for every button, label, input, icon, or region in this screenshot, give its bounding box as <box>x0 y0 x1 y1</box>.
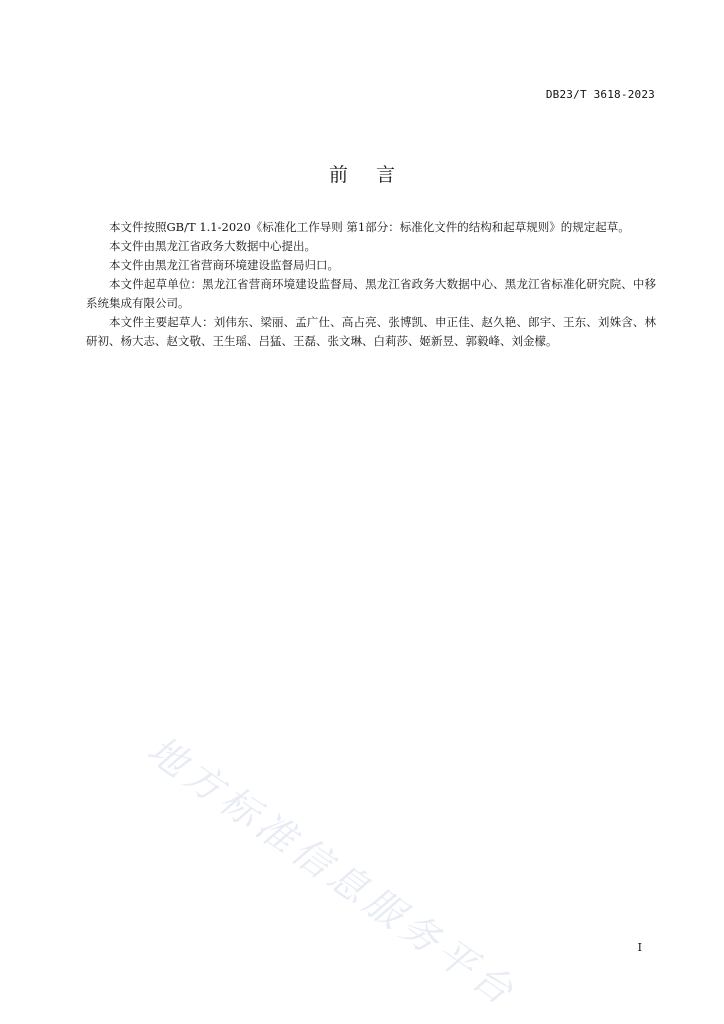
watermark: 地方标准信息服务平台 <box>139 727 526 1016</box>
paragraph-drafting-rules: 本文件按照GB/T 1.1-2020《标准化工作导则 第1部分：标准化文件的结构和起草规则》的规定起草。 <box>109 220 630 234</box>
paragraph-main-drafters: 本文件主要起草人：刘伟东、梁丽、孟广仕、高占亮、张博凯、申正佳、赵久艳、郎宇、王东、刘姝含、林研初、杨大志、赵文敬、王生瑶、吕猛、王磊、张文琳、白莉莎、姬新昱、郭毅峰、刘金檬。 <box>86 315 656 348</box>
paragraph-drafting-units: 本文件起草单位：黑龙江省营商环境建设监督局、黑龙江省政务大数据中心、黑龙江省标准化研究院、中移系统集成有限公司。 <box>86 277 656 310</box>
paragraph-administrator: 本文件由黑龙江省营商环境建设监督局归口。 <box>109 258 339 272</box>
page-number: I <box>637 941 642 954</box>
page-title: 前言 <box>328 164 423 186</box>
paragraph-proposer: 本文件由黑龙江省政务大数据中心提出。 <box>109 239 316 253</box>
document-code: DB23/T 3618-2023 <box>545 88 655 101</box>
